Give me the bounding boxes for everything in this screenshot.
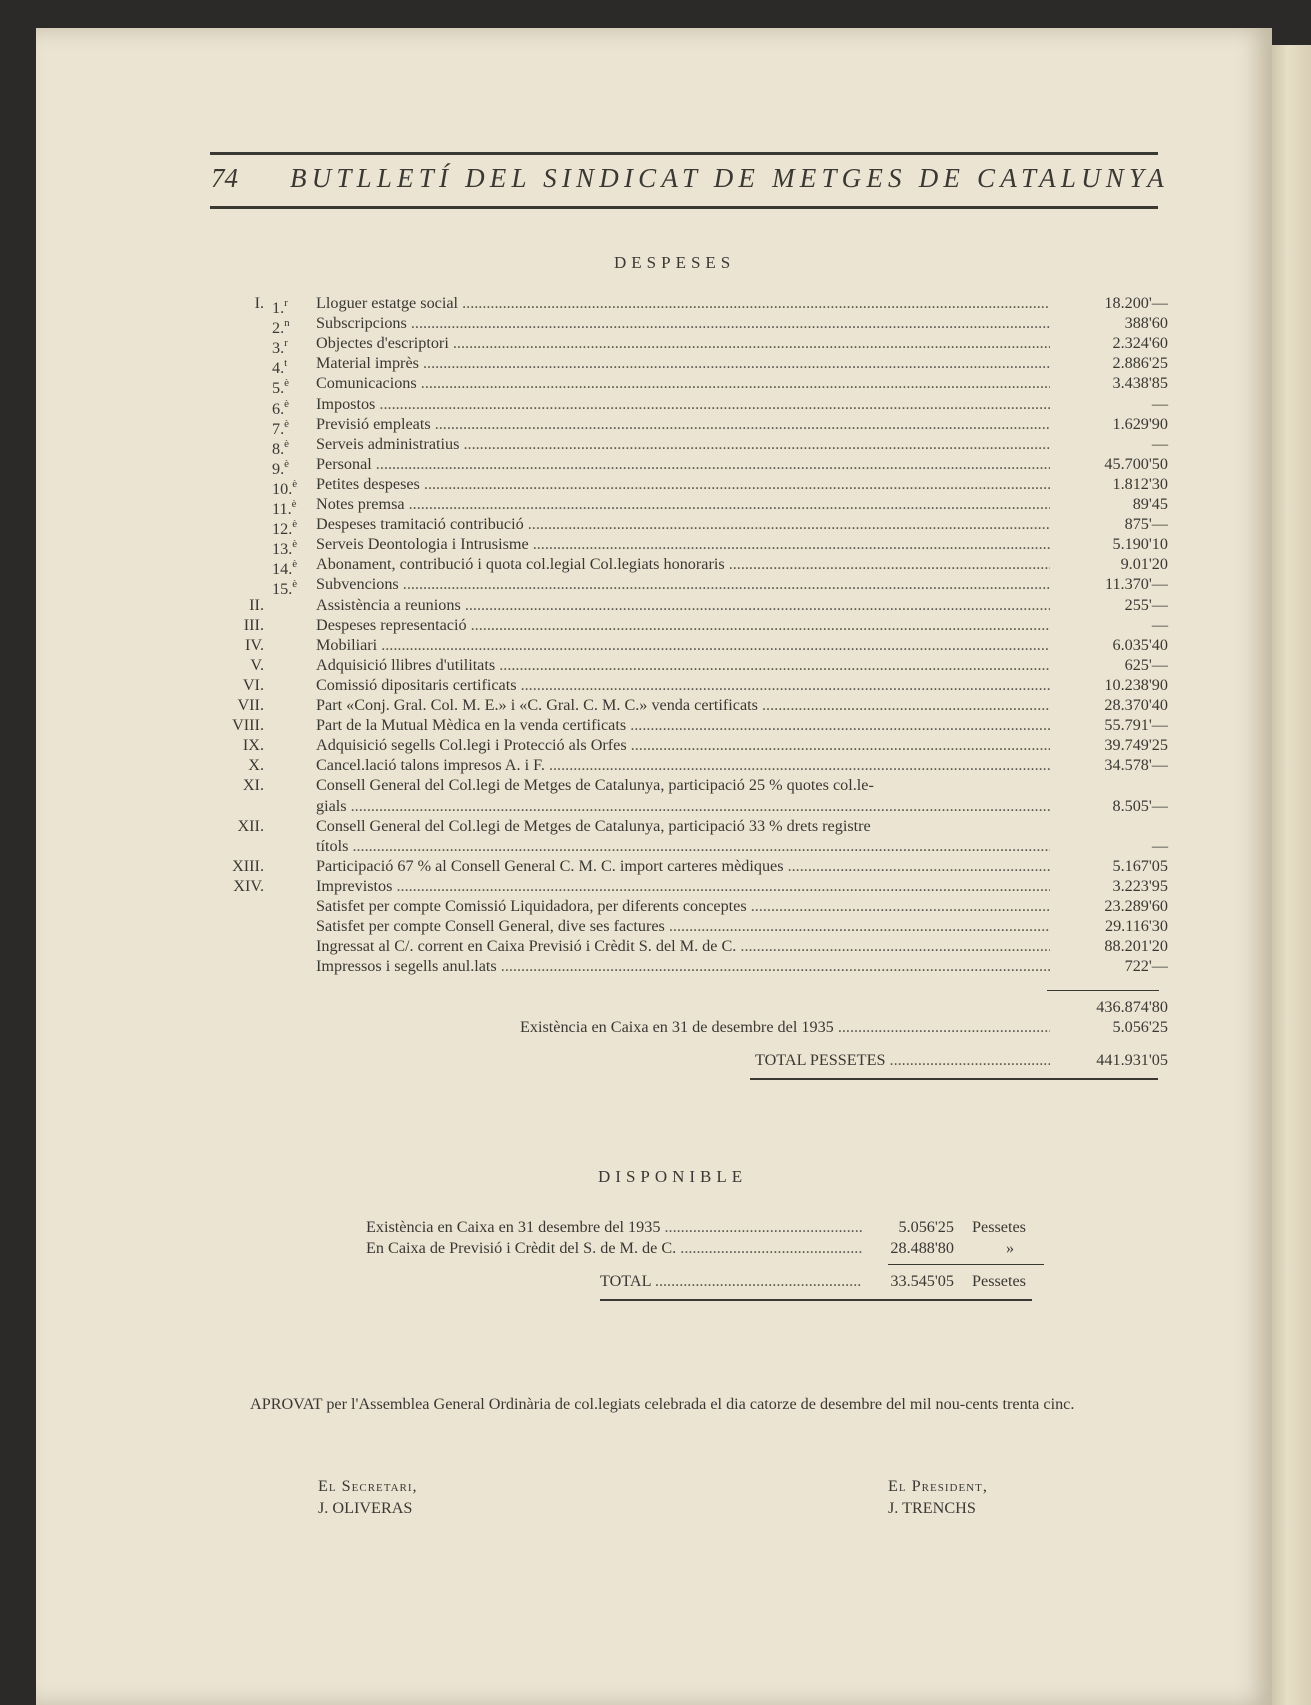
row-roman-numeral: VI.	[242, 675, 264, 694]
despeses-row	[210, 936, 1168, 956]
president-signature	[888, 1475, 988, 1519]
disponible-title: DISPONIBLE	[598, 1167, 748, 1186]
subtotal-amount: 436.874'80	[1096, 998, 1168, 1016]
row-label: Imprevistos .....	[316, 876, 1050, 896]
despeses-row	[210, 695, 1168, 715]
president-name: J. TRENCHS	[888, 1499, 976, 1517]
despeses-row	[210, 534, 1168, 559]
row-amount: 6.035'40	[1112, 635, 1168, 654]
existencia-amount: 5.056'25	[1112, 1018, 1168, 1036]
row-amount: 722'—	[1124, 957, 1168, 976]
row-label: Satisfet per compte Consell General, dive ses factures .....	[316, 916, 1050, 936]
despeses-row	[210, 595, 1168, 615]
book-spine	[1272, 45, 1311, 1705]
row-amount: 5.190'10	[1112, 535, 1168, 554]
row-amount: 88.201'20	[1104, 937, 1168, 956]
row-amount: 2.324'60	[1112, 334, 1168, 353]
row-roman-numeral: VIII.	[232, 716, 264, 735]
disponible-row	[366, 1217, 1046, 1237]
row-roman-numeral: I.	[254, 294, 264, 312]
total-rule	[750, 1078, 1158, 1080]
row-roman-numeral: XII.	[237, 816, 264, 835]
row-label: Consell General del Col.legi de Metges de Catalunya, participació 33 % drets registre	[316, 816, 871, 835]
row-amount: 29.116'30	[1104, 917, 1168, 936]
row-amount: 89'45	[1132, 495, 1168, 513]
row-ordinal: 9.$^è$	[272, 457, 290, 478]
disponible-unit: »	[1006, 1239, 1015, 1257]
row-label: Petites despeses .....	[316, 474, 1050, 494]
disponible-total-row	[366, 1271, 1046, 1291]
row-amount: 255'—	[1124, 595, 1168, 614]
row-label: Adquisició segells Col.legi i Protecció als Orfes .....	[316, 735, 1050, 755]
row-ordinal: 13.$^è$	[272, 538, 298, 559]
despeses-row	[210, 775, 1158, 795]
row-label: Ingressat al C/. corrent en Caixa Previsió i Crèdit S. del M. de C. .....	[316, 936, 1050, 956]
row-amount: 28.370'40	[1104, 696, 1168, 714]
row-label: Abonament, contribució i quota col.legial Col.legiats honoraris .....	[316, 554, 1050, 574]
row-amount: —	[1151, 434, 1168, 453]
row-label: Serveis Deontologia i Intrusisme .....	[316, 534, 1050, 554]
despeses-row	[210, 514, 1168, 539]
row-label: Subvencions .....	[316, 574, 1050, 594]
row-label: Previsió empleats .....	[316, 414, 1050, 434]
row-label: Part «Conj. Gral. Col. M. E.» i «C. Gral. C. M. C.» venda certificats .....	[316, 695, 1050, 715]
row-amount: 2.886'25	[1112, 354, 1168, 373]
approval-text: APROVAT per l'Assemblea General Ordinària de col.legiats celebrada el dia catorze de desembre del mil nou-cents trenta cinc.	[250, 1395, 1075, 1413]
row-label: Personal .....	[316, 454, 1050, 474]
row-label: Assistència a reunions .....	[316, 595, 1050, 615]
despeses-row	[210, 796, 1168, 816]
row-label: Impostos .....	[316, 394, 1050, 414]
despeses-row	[210, 755, 1168, 775]
row-amount: 45.700'50	[1104, 454, 1168, 473]
row-label: Objectes d'escriptori .....	[316, 333, 1050, 353]
row-amount: 34.578'—	[1104, 756, 1168, 775]
row-ordinal: 1.$^r$	[272, 297, 288, 317]
despeses-row	[210, 293, 1168, 317]
row-amount: 388'60	[1124, 314, 1168, 333]
row-amount: 625'—	[1124, 655, 1168, 674]
disponible-total-amount: 33.545'05	[890, 1272, 954, 1290]
despeses-row	[210, 494, 1168, 518]
row-ordinal: 15.$^è$	[272, 578, 298, 599]
existencia-label: Existència en Caixa en 31 de desembre del 1935 .....	[520, 1017, 1050, 1037]
despeses-row	[210, 574, 1168, 599]
total-row	[210, 1050, 1168, 1070]
row-amount: 9.01'20	[1120, 555, 1168, 574]
disponible-total-unit: Pessetes	[972, 1272, 1026, 1290]
row-amount: 23.289'60	[1104, 897, 1168, 915]
row-amount: —	[1151, 615, 1168, 634]
row-label: Subscripcions .....	[316, 313, 1050, 333]
row-label: Despeses representació .....	[316, 615, 1050, 635]
row-label: Despeses tramitació contribució .....	[316, 514, 1050, 534]
president-role: El President,	[888, 1477, 988, 1495]
total-amount: 441.931'05	[1096, 1051, 1168, 1069]
despeses-row	[210, 635, 1168, 655]
page-number: 74	[211, 163, 238, 193]
despeses-row	[210, 333, 1168, 358]
disponible-amount: 5.056'25	[898, 1218, 954, 1236]
row-ordinal: 6.$^è$	[272, 397, 290, 418]
row-amount: 18.200'—	[1104, 294, 1168, 312]
row-ordinal: 4.$^t$	[272, 357, 288, 378]
disponible-total-label: TOTAL .....	[600, 1271, 862, 1291]
subtotal-row	[210, 997, 1168, 1017]
despeses-row	[210, 956, 1168, 976]
despeses-row	[210, 394, 1168, 418]
despeses-row	[210, 836, 1168, 856]
despeses-row	[210, 554, 1168, 579]
row-ordinal: 7.$^è$	[272, 417, 290, 438]
row-ordinal: 14.$^è$	[272, 558, 298, 579]
disponible-label: Existència en Caixa en 31 desembre del 1935 .....	[366, 1217, 862, 1237]
row-amount: 1.812'30	[1112, 474, 1168, 493]
row-roman-numeral: III.	[243, 615, 264, 634]
row-label: Lloguer estatge social .....	[316, 293, 1050, 313]
row-amount: 3.438'85	[1112, 374, 1168, 393]
disponible-subtotal-rule	[888, 1264, 1044, 1265]
despeses-row	[210, 856, 1168, 876]
header-rule-bottom	[210, 206, 1158, 209]
row-label: Adquisició llibres d'utilitats .....	[316, 655, 1050, 675]
row-roman-numeral: X.	[248, 756, 264, 775]
row-label: Consell General del Col.legi de Metges de Catalunya, participació 25 % quotes col.le-	[316, 776, 874, 795]
disponible-row	[366, 1238, 1046, 1258]
running-title: BUTLLETÍ DEL SINDICAT DE METGES DE CATALUNYA	[290, 163, 1170, 193]
row-roman-numeral: VII.	[237, 696, 264, 714]
row-ordinal: 5.$^è$	[272, 377, 290, 398]
row-roman-numeral: IX.	[242, 736, 264, 755]
despeses-row	[210, 313, 1168, 338]
row-ordinal: 2.$^n$	[272, 317, 290, 338]
despeses-row	[210, 454, 1168, 478]
despeses-title: DESPESES	[614, 253, 736, 272]
row-label: Comissió dipositaris certificats .....	[316, 675, 1050, 695]
row-label: Impressos i segells anul.lats .....	[316, 956, 1050, 976]
row-amount: 11.370'—	[1104, 575, 1168, 594]
row-amount: 1.629'90	[1112, 414, 1168, 433]
despeses-row	[210, 876, 1168, 896]
row-amount: —	[1151, 394, 1168, 413]
row-label: Material imprès .....	[316, 353, 1050, 373]
row-ordinal: 3.$^r$	[272, 337, 288, 358]
row-label: Notes premsa .....	[316, 494, 1050, 514]
despeses-row	[210, 373, 1168, 398]
row-label: Comunicacions .....	[316, 373, 1050, 393]
row-amount: 39.749'25	[1104, 736, 1168, 755]
row-roman-numeral: IV.	[244, 635, 264, 654]
despeses-row	[210, 474, 1168, 498]
row-label: Mobiliari .....	[316, 635, 1050, 655]
disponible-label: En Caixa de Previsió i Crèdit del S. de M. de C. .....	[366, 1238, 862, 1258]
row-roman-numeral: XI.	[242, 776, 264, 795]
despeses-row	[210, 715, 1168, 735]
row-roman-numeral: XIV.	[233, 876, 264, 895]
row-ordinal: 10.$^è$	[272, 477, 298, 498]
despeses-row	[210, 675, 1168, 695]
row-label: Participació 67 % al Consell General C. M. C. import carteres mèdiques .....	[316, 856, 1050, 876]
despeses-row	[210, 816, 1158, 836]
row-amount: 875'—	[1124, 515, 1168, 534]
row-label: Satisfet per compte Comissió Liquidadora, per diferents conceptes .....	[316, 896, 1050, 916]
disponible-total-rule	[600, 1299, 1032, 1301]
row-label: Part de la Mutual Mèdica en la venda certificats .....	[316, 715, 1050, 735]
disponible-amount: 28.488'80	[890, 1239, 954, 1257]
row-label: Serveis administratius .....	[316, 434, 1050, 454]
secretary-name: J. OLIVERAS	[318, 1499, 413, 1517]
row-amount: 10.238'90	[1104, 675, 1168, 694]
row-ordinal: 11.$^è$	[272, 498, 297, 518]
row-amount: 3.223'95	[1112, 876, 1168, 895]
row-label: Cancel.lació talons impresos A. i F. .....	[316, 755, 1050, 775]
despeses-row	[210, 414, 1168, 438]
row-amount: 5.167'05	[1112, 856, 1168, 875]
row-label: títols .....	[316, 836, 1050, 856]
despeses-row	[210, 896, 1168, 916]
despeses-row	[210, 434, 1168, 458]
existencia-row	[210, 1017, 1168, 1037]
despeses-row	[210, 615, 1168, 635]
row-amount: 55.791'—	[1104, 716, 1168, 735]
disponible-unit: Pessetes	[972, 1218, 1026, 1236]
secretary-signature	[318, 1475, 418, 1519]
header-rule-top	[210, 152, 1158, 155]
row-roman-numeral: XIII.	[232, 856, 264, 875]
despeses-row	[210, 735, 1168, 755]
row-amount: —	[1151, 836, 1168, 855]
despeses-row	[210, 353, 1168, 378]
row-roman-numeral: V.	[250, 655, 264, 674]
row-ordinal: 12.$^è$	[272, 518, 298, 539]
row-label: gials .....	[316, 796, 1050, 816]
despeses-row	[210, 916, 1168, 936]
total-label: TOTAL PESSETES .....	[755, 1050, 1050, 1070]
row-roman-numeral: II.	[249, 595, 264, 614]
row-ordinal: 8.$^è$	[272, 437, 290, 458]
row-amount: 8.505'—	[1112, 796, 1168, 815]
secretary-role: El Secretari,	[318, 1477, 418, 1495]
subtotal-rule	[1047, 990, 1159, 991]
despeses-row	[210, 655, 1168, 675]
